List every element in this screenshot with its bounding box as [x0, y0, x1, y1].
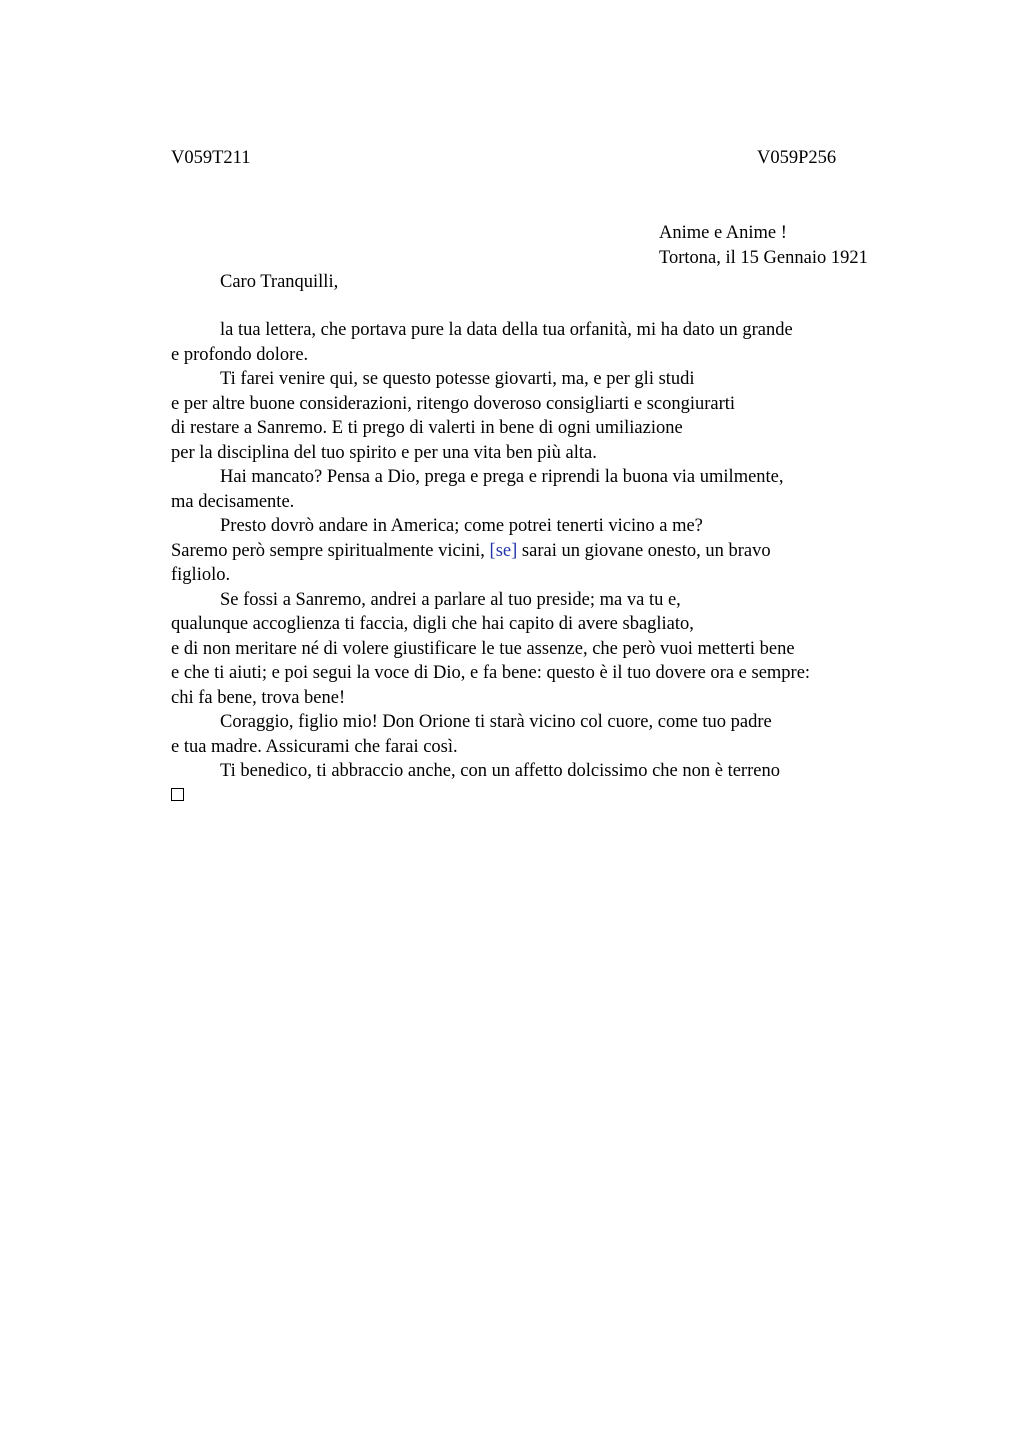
body-line: Hai mancato? Pensa a Dio, prega e prega e riprendi la buona via umilmente, [220, 467, 784, 487]
editorial-insert: se [495, 540, 512, 561]
body-line: Se fossi a Sanremo, andrei a parlare al tuo preside; ma va tu e, [220, 589, 681, 610]
body-line-with-insert [171, 539, 810, 564]
body-line: la tua lettera, che portava pure la data della tua orfanità, mi ha dato un grande [220, 320, 793, 340]
body-line: e di non meritare né di volere giustificare le tue assenze, che però vuoi metterti bene [171, 638, 795, 659]
body-line: qualunque accoglienza ti faccia, digli che hai capito di avere sbagliato, [171, 614, 694, 634]
letter-place-date: Tortona, il 15 Gennaio 1921 [659, 247, 868, 268]
document-ref-left: V059T211 [171, 148, 251, 168]
body-text-segment: Saremo però sempre spiritualmente vicini, [171, 540, 490, 561]
letter-heading [659, 221, 868, 270]
body-line: e tua madre. Assicurami che farai così. [171, 736, 458, 757]
body-line: ma decisamente. [171, 491, 295, 512]
end-mark-line [171, 784, 810, 809]
body-line: chi fa bene, trova bene! [171, 687, 346, 708]
body-line: di restare a Sanremo. E ti prego di valerti in bene di ogni umiliazione [171, 418, 683, 438]
body-line: figliolo. [171, 565, 231, 585]
square-outline-icon [171, 788, 184, 801]
body-line: e profondo dolore. [171, 344, 309, 365]
document-ref-right: V059P256 [757, 148, 837, 168]
body-line: e che ti aiuti; e poi segui la voce di Dio, e fa bene: questo è il tuo dovere ora e sempre: [171, 663, 811, 683]
letter-title: Anime e Anime ! [659, 223, 787, 243]
body-text-segment: sarai un giovane onesto, un bravo [517, 540, 771, 561]
letter-body [171, 318, 810, 808]
body-line: per la disciplina del tuo spirito e per una vita ben più alta. [171, 442, 597, 463]
body-line: e per altre buone considerazioni, ritengo doveroso consigliarti e scongiurarti [171, 393, 736, 414]
body-line: Presto dovrò andare in America; come potrei tenerti vicino a me? [220, 516, 703, 536]
letter-greeting: Caro Tranquilli, [220, 272, 339, 292]
body-line: Coraggio, figlio mio! Don Orione ti starà vicino col cuore, come tuo padre [220, 712, 772, 732]
body-line: Ti farei venire qui, se questo potesse giovarti, ma, e per gli studi [220, 369, 695, 389]
body-line: Ti benedico, ti abbraccio anche, con un affetto dolcissimo che non è terreno [220, 761, 780, 781]
insert-bracket-close: ] [511, 540, 518, 561]
insert-bracket-open: [ [489, 540, 496, 561]
